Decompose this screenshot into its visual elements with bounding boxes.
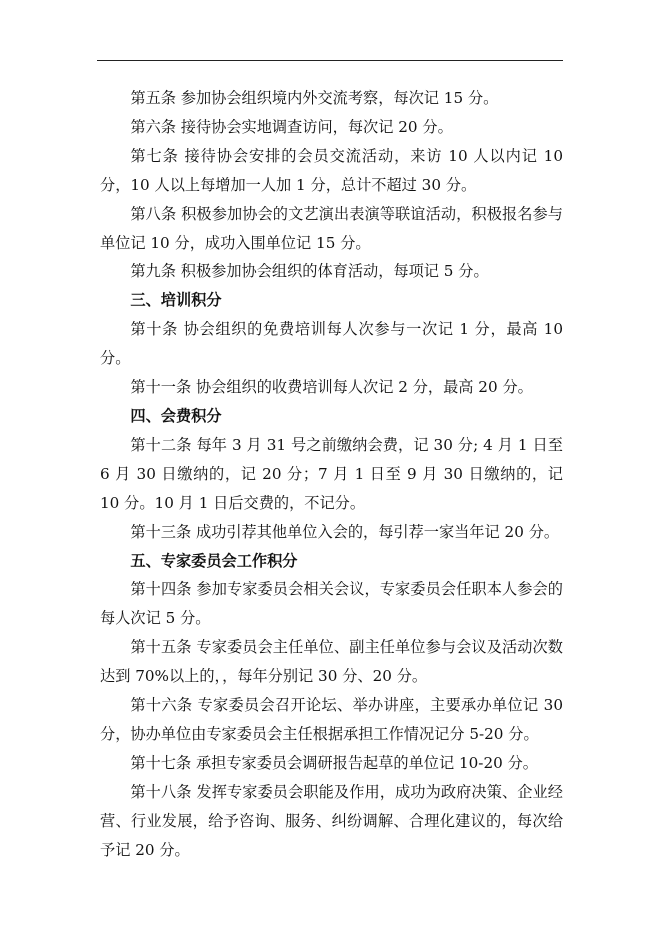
article-11: 第十一条 协会组织的收费培训每人次记 2 分，最高 20 分。 [130, 378, 533, 397]
section-heading-expert-committee: 五、专家委员会工作积分 [130, 551, 298, 570]
article-15: 第十五条 专家委员会主任单位、副主任单位参与会议及活动次数达到 70%以上的，，每年分别记 30 分、20 分。 [100, 638, 563, 686]
article-16: 第十六条 专家委员会召开论坛、举办讲座，主要承办单位记 30 分，协办单位由专家委员会主任根据承担工作情况记分 5-20 分。 [100, 696, 563, 743]
document-body [100, 84, 563, 864]
article-17: 第十七条 承担专家委员会调研报告起草的单位记 10-20 分。 [130, 753, 538, 772]
article-5: 第五条 参加协会组织境内外交流考察，每次记 15 分。 [130, 89, 499, 107]
article-13: 第十三条 成功引荐其他单位入会的，每引荐一家当年记 20 分。 [130, 522, 560, 541]
article-7: 第七条 接待协会安排的会员交流活动，来访 10 人以内记 10 分，10 人以上每增加一人加 1 分，总计不超过 30 分。 [100, 146, 563, 194]
article-18: 第十八条 发挥专家委员会职能及作用，成功为政府决策、企业经营、行业发展，给予咨询、服务、纠纷调解、合理化建议的，每次给予记 20 分。 [100, 782, 563, 859]
article-10: 第十条 协会组织的免费培训每人次参与一次记 1 分，最高 10 分。 [100, 320, 563, 368]
section-heading-fees: 四、会费积分 [130, 406, 222, 425]
article-6: 第六条 接待协会实地调查访问，每次记 20 分。 [130, 117, 453, 136]
header-rule [97, 60, 563, 61]
article-14: 第十四条 参加专家委员会相关会议，专家委员会任职本人参会的每人次记 5 分。 [100, 580, 563, 628]
article-12: 第十二条 每年 3 月 31 号之前缴纳会费，记 30 分; 4 月 1 日至 6 月 30 日缴纳的，记 20 分；7 月 1 日至 9 月 30 日缴纳的，记 10 分。10 月 1 日后交费的，不记分。 [100, 435, 563, 512]
article-9: 第九条 积极参加协会组织的体育活动，每项记 5 分。 [130, 262, 489, 281]
section-heading-training: 三、培训积分 [130, 291, 222, 310]
article-8: 第八条 积极参加协会的文艺演出表演等联谊活动，积极报名参与单位记 10 分，成功入围单位记 15 分。 [100, 204, 563, 252]
